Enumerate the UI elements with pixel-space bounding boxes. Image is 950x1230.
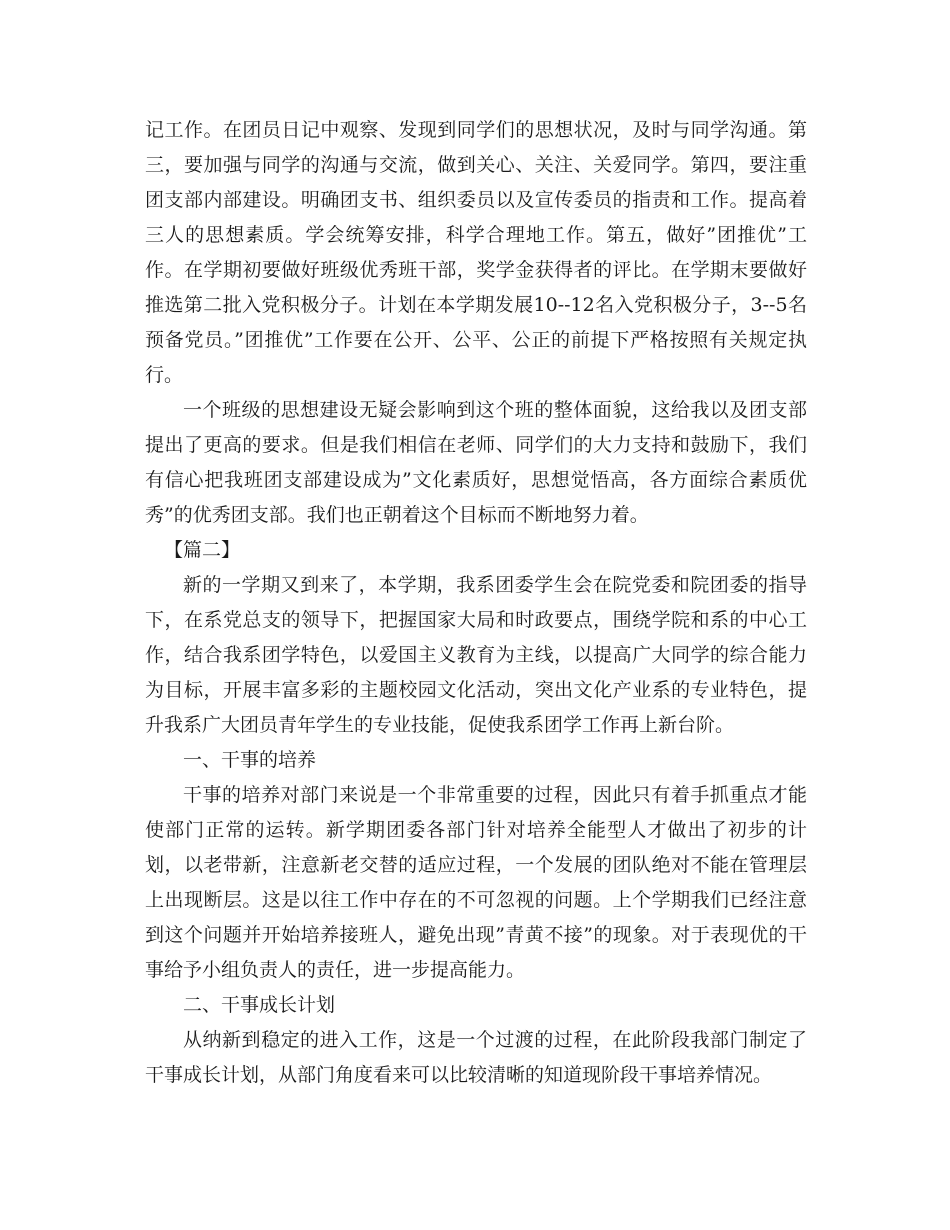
paragraph-continuation: 记工作。在团员日记中观察、发现到同学们的思想状况，及时与同学沟通。第三，要加强与同学的沟通与交流，做到关心、关注、关爱同学。第四，要注重团支部内部建设。明确团支书、组织委员以及宣传委员的指责和工作。提高着三人的思想素质。学会统筹安排，科学合理地工作。第五，做好”团推优”工作。在学期初要做好班级优秀班干部，奖学金获得者的评比。在学期末要做好推选第二批入党积极分子。计划在本学期发展10--12名入党积极分子，3--5名预备党员。”团推优”工作要在公开、公平、公正的前提下严格按照有关规定执行。 <box>145 119 807 386</box>
subheading-growth-plan: 二、干事成长计划 <box>183 994 336 1016</box>
paragraph-growth-plan: 从纳新到稳定的进入工作，这是一个过渡的过程，在此阶段我部门制定了干事成长计划，从部门角度看来可以比较清晰的知道现阶段干事培养情况。 <box>145 1029 807 1086</box>
section-heading: 【篇二】 <box>164 539 241 561</box>
paragraph-class-building: 一个班级的思想建设无疑会影响到这个班的整体面貌，这给我以及团支部提出了更高的要求。但是我们相信在老师、同学们的大力支持和鼓励下，我们有信心把我班团支部建设成为”文化素质好，思想觉悟高，各方面综合素质优秀”的优秀团支部。我们也正朝着这个目标而不断地努力着。 <box>145 399 807 526</box>
paragraph-staff-training: 干事的培养对部门来说是一个非常重要的过程，因此只有着手抓重点才能使部门正常的运转。新学期团委各部门针对培养全能型人才做出了初步的计划，以老带新，注意新老交替的适应过程，一个发展的团队绝对不能在管理层上出现断层。这是以往工作中存在的不可忽视的问题。上个学期我们已经注意到这个问题并开始培养接班人，避免出现”青黄不接”的现象。对于表现优的干事给予小组负责人的责任，进一步提高能力。 <box>145 784 807 981</box>
subheading-staff-training: 一、干事的培养 <box>183 749 317 771</box>
paragraph-intro: 新的一学期又到来了，本学期，我系团委学生会在院党委和院团委的指导下，在系党总支的领导下，把握国家大局和时政要点，围绕学院和系的中心工作，结合我系团学特色，以爱国主义教育为主线，以提高广大同学的综合能力为目标，开展丰富多彩的主题校园文化活动，突出文化产业系的专业特色，提升我系广大团员青年学生的专业技能，促使我系团学工作再上新台阶。 <box>145 574 807 736</box>
document-page <box>145 113 807 1093</box>
